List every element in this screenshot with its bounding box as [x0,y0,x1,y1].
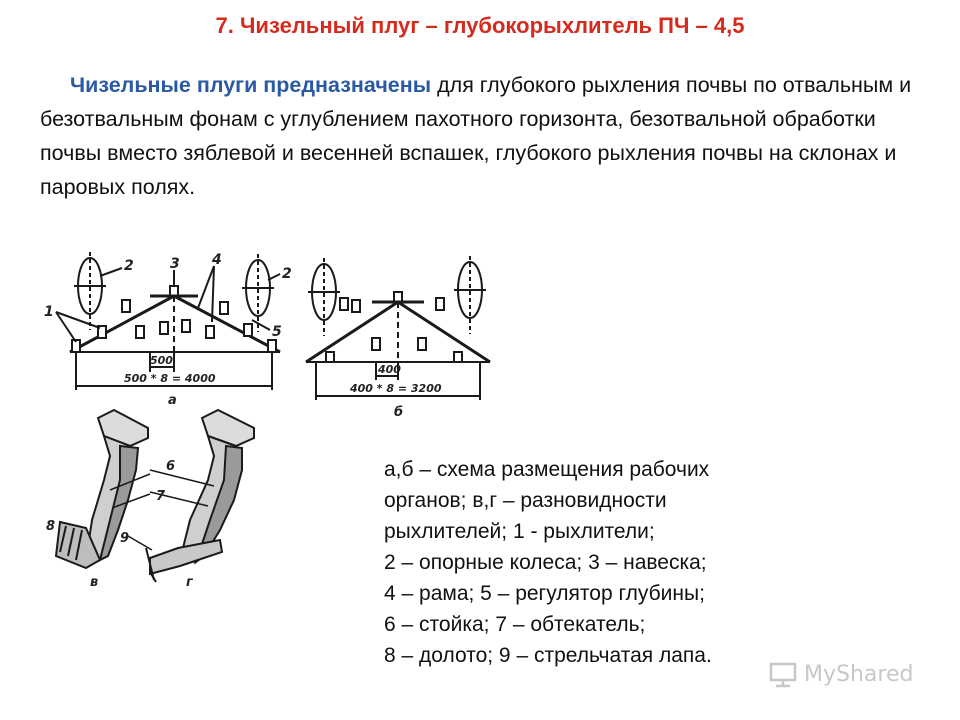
intro-lead: Чизельные плуги предназначены [70,73,432,97]
callout-9: 9 [120,531,130,546]
caption-line: рыхлителей; 1 - рыхлители; [384,520,655,543]
label-v: в [90,575,99,590]
scheme-b-labels [349,363,442,420]
callout-2-left: 2 [124,258,134,274]
figure-caption [384,454,824,671]
layout-scheme-a [56,252,280,390]
dim-a-small: 500 [150,354,173,367]
callout-8: 8 [46,519,56,534]
watermark-text: MyShared [804,661,914,687]
label-g: г [186,575,193,590]
dim-b-total: 400 * 8 = 3200 [350,382,442,395]
caption-line: 6 – стойка; 7 – обтекатель; [384,613,646,636]
caption-line: а,б – схема размещения рабочих [384,458,710,481]
label-b: б [394,405,404,420]
label-a: а [168,393,177,408]
caption-line: 8 – долото; 9 – стрельчатая лапа. [384,644,712,667]
callout-6: 6 [166,459,176,474]
presentation-icon [768,659,798,689]
dim-b-small: 400 [378,363,401,376]
caption-line: 2 – опорные колеса; 3 – навеска; [384,551,707,574]
dim-a-total: 500 * 8 = 4000 [124,372,216,385]
callout-7: 7 [156,489,166,504]
layout-scheme-b [306,256,490,400]
callout-1: 1 [44,304,54,320]
callout-3: 3 [170,256,180,272]
caption-line: 4 – рама; 5 – регулятор глубины; [384,582,705,605]
watermark [768,654,928,694]
intro-rest: для глубокого рыхления почвы по отвальным и безотвальным фонам с углублением пахотного горизонта, безотвальной обработки почвы вместо зяблевой и весенней вспашек, глубокого рыхления почвы на склонах и паровых полях. [40,73,912,199]
slide-title: 7. Чизельный плуг – глубокорыхлитель ПЧ – 4,5 [215,13,745,38]
tine-variant-v [56,410,150,568]
callout-5: 5 [272,324,282,340]
callout-2-right: 2 [282,266,292,282]
caption-line: органов; в,г – разновидности [384,489,667,512]
callout-4: 4 [212,252,222,268]
